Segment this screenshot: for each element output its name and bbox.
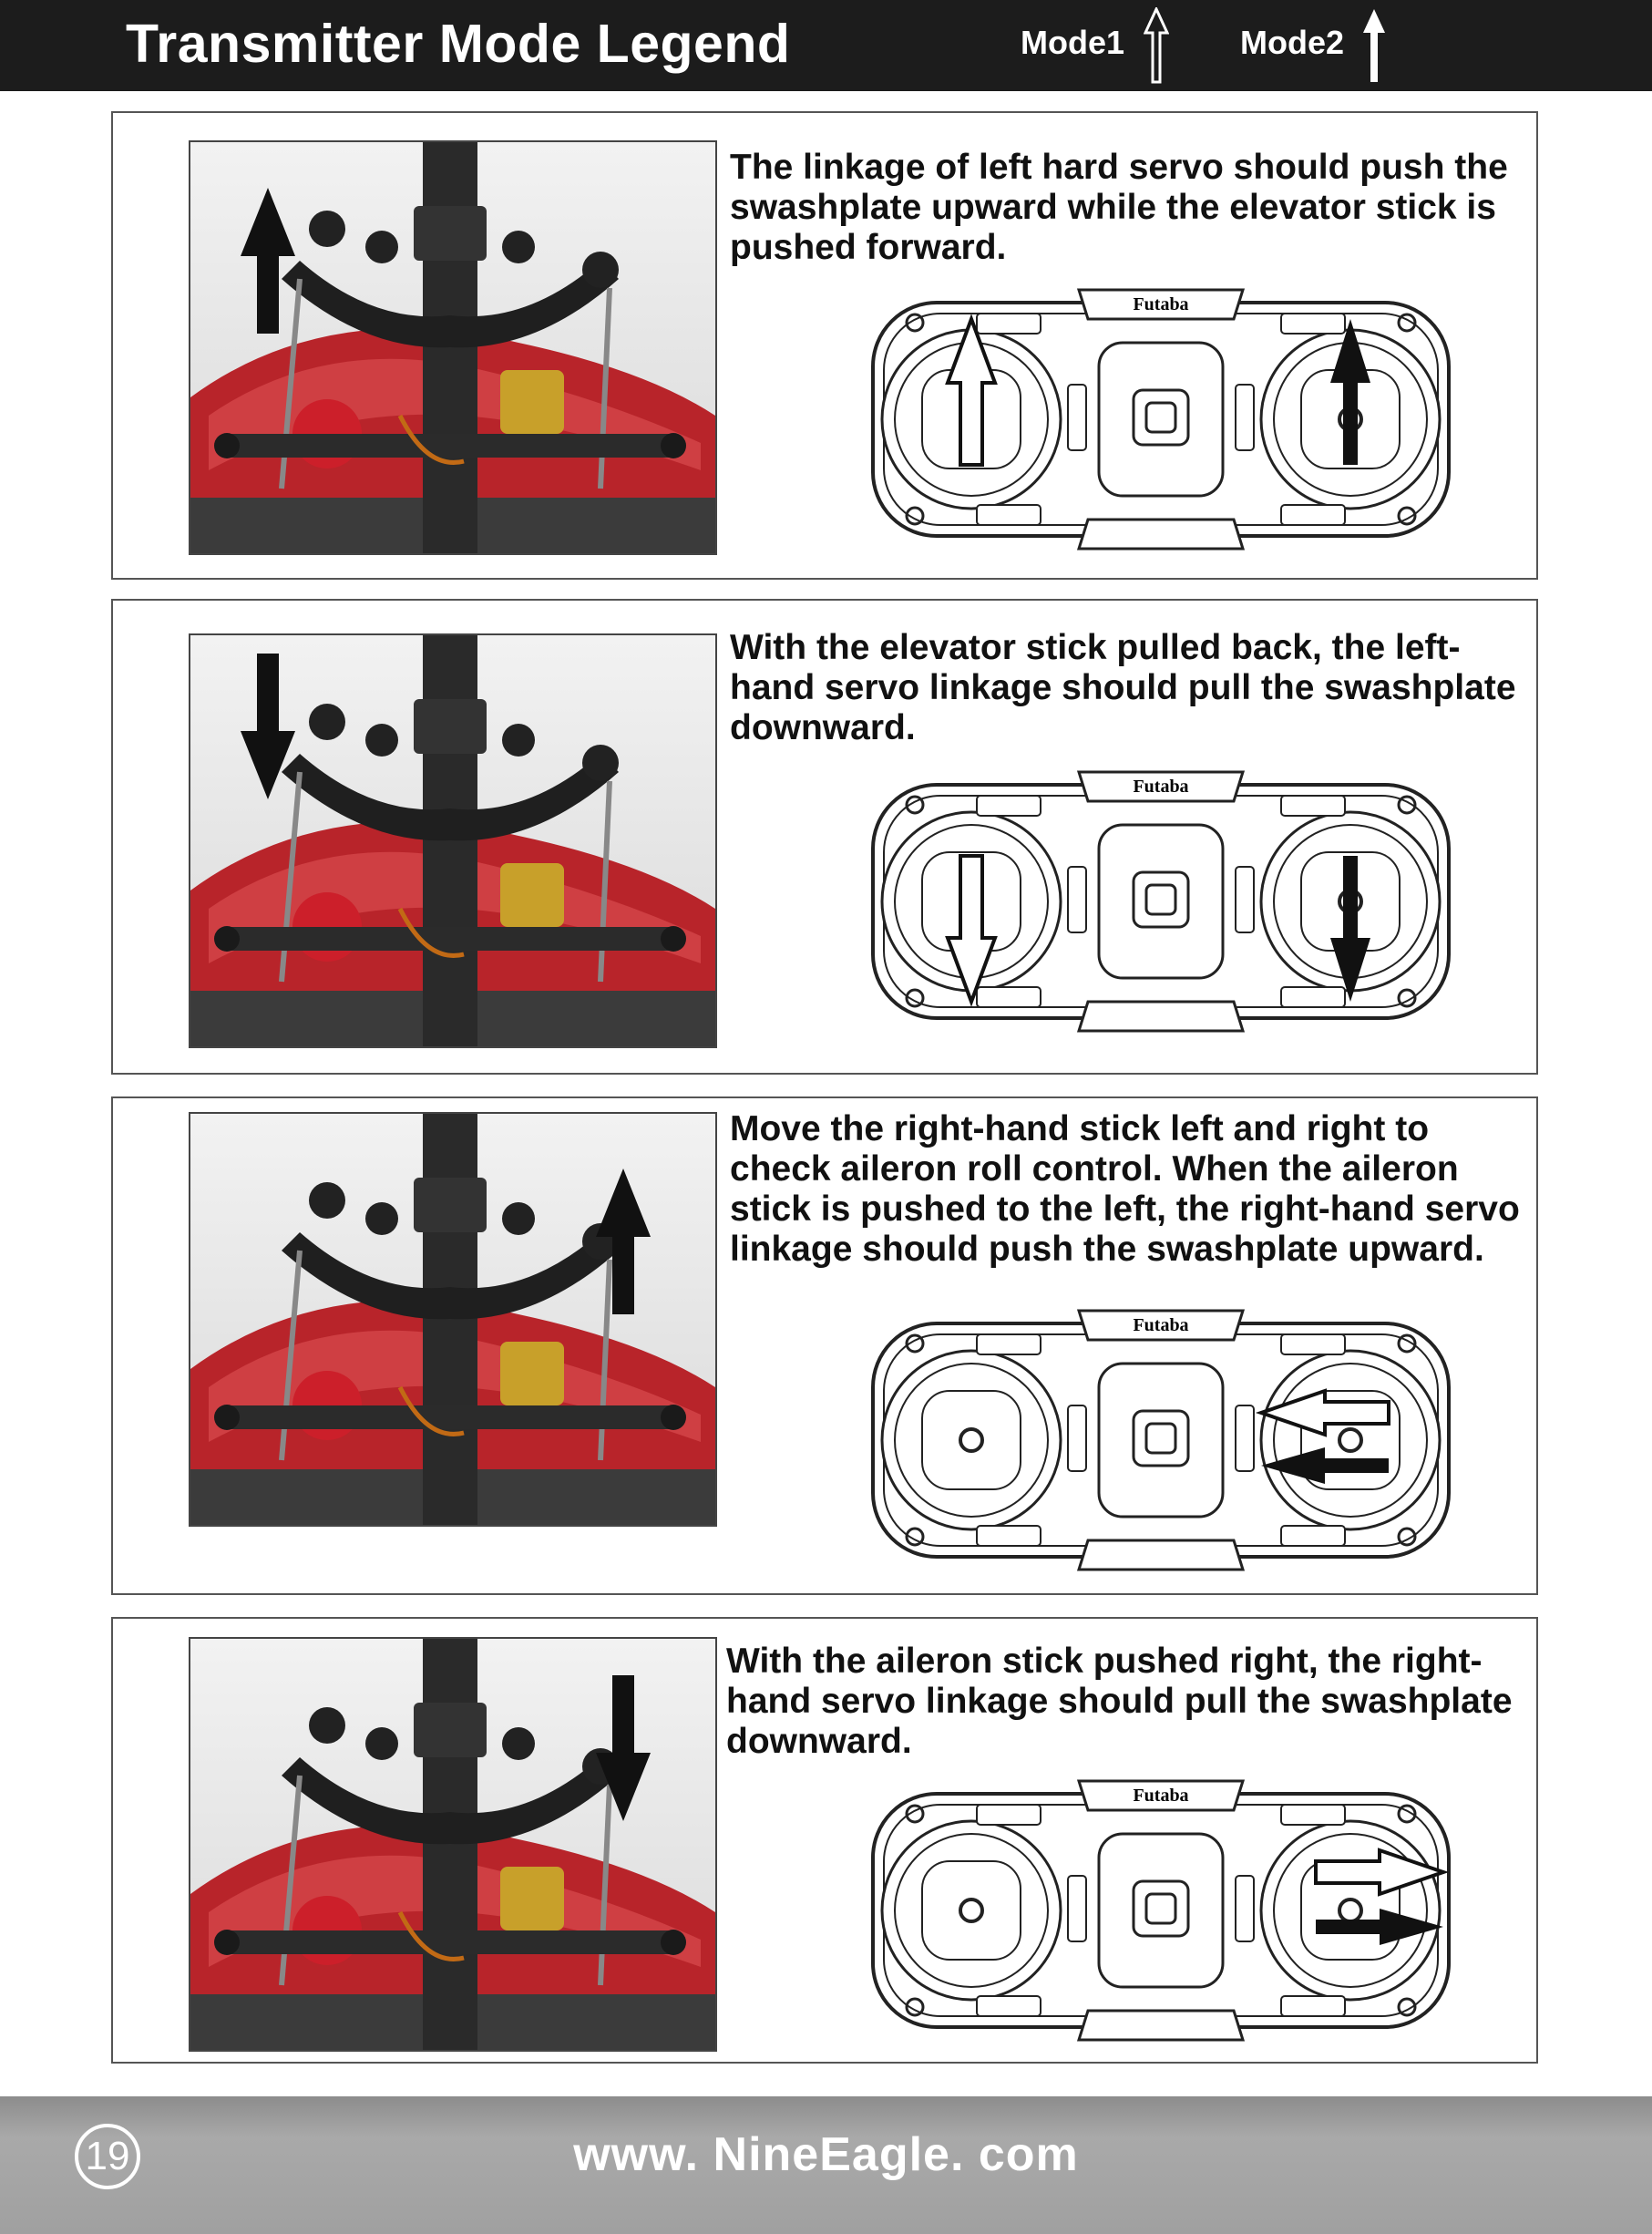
mode1-outline-arrow-icon <box>1144 7 1169 84</box>
helicopter-head-photo <box>189 1112 717 1527</box>
website-link[interactable]: www. NineEagle. com <box>573 2128 1079 2181</box>
footer-bar <box>0 2096 1652 2234</box>
transmitter-diagram <box>869 765 1452 1038</box>
svg-text:Futaba: Futaba <box>1133 777 1189 797</box>
transmitter-diagram <box>869 1303 1452 1577</box>
mode2-label: Mode2 <box>1240 24 1345 61</box>
helicopter-head-photo <box>189 140 717 555</box>
mode1-label: Mode1 <box>1021 24 1125 61</box>
step-instruction-text: The linkage of left hard servo should push the swashplate upward while the elevator stick is pushed forward. <box>730 148 1508 267</box>
header-bar <box>0 0 1652 91</box>
helicopter-head-photo <box>189 1637 717 2052</box>
helicopter-head-photo <box>189 633 717 1048</box>
step-panel-4 <box>111 1617 1538 2064</box>
step-instruction-text: With the elevator stick pulled back, the left-hand servo linkage should pull the swashplate downward. <box>730 628 1516 747</box>
svg-text:Futaba: Futaba <box>1133 294 1189 314</box>
svg-text:Futaba: Futaba <box>1133 1315 1189 1335</box>
page-title: Transmitter Mode Legend <box>126 14 791 74</box>
step-instruction-text: With the aileron stick pushed right, the right-hand servo linkage should pull the swashplate downward. <box>726 1642 1513 1761</box>
page-number: 19 <box>75 2124 140 2189</box>
mode2-solid-arrow-icon <box>1361 7 1387 84</box>
step-instruction-text: Move the right-hand stick left and right to check aileron roll control. When the aileron stick is pushed to the left, the right-hand servo linkage should push the swashplate upward. <box>730 1109 1520 1269</box>
transmitter-diagram <box>869 283 1452 556</box>
svg-text:Futaba: Futaba <box>1133 1786 1189 1806</box>
step-panel-1 <box>111 111 1538 580</box>
step-panel-2 <box>111 599 1538 1075</box>
transmitter-diagram <box>869 1774 1452 2047</box>
step-panel-3 <box>111 1096 1538 1595</box>
